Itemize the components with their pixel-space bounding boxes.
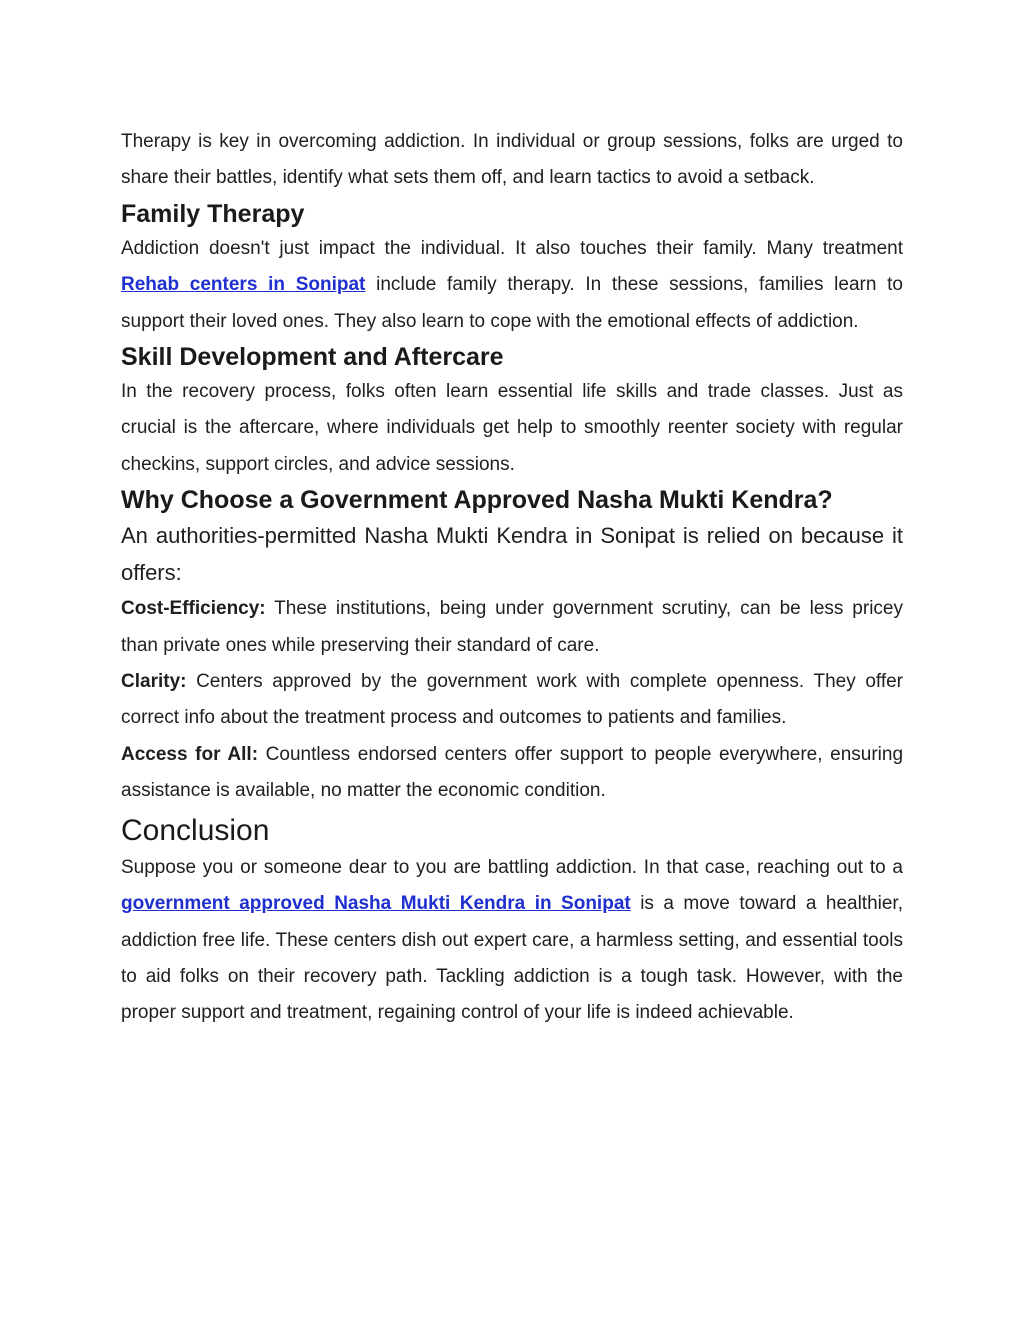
benefit-item bbox=[121, 591, 903, 664]
family-therapy-heading: Family Therapy bbox=[121, 199, 305, 228]
why-choose-heading: Why Choose a Government Approved Nasha Mukti Kendra? bbox=[121, 486, 833, 515]
benefit-text: These institutions, being under government scrutiny, can be less pricey than private ones while preserving their standard of care. bbox=[121, 598, 903, 656]
skill-development-paragraph: In the recovery process, folks often learn essential life skills and trade classes. Just as crucial is the aftercare, where individuals get help to smoothly reenter society with regular checkins, support circles, and advice sessions. bbox=[121, 381, 903, 475]
benefit-item bbox=[121, 664, 903, 737]
intro-paragraph: Therapy is key in overcoming addiction. In individual or group sessions, folks are urged to share their battles, identify what sets them off, and learn tactics to avoid a setback. bbox=[121, 131, 903, 189]
government-approved-kendra-link[interactable]: government approved Nasha Mukti Kendra in Sonipat bbox=[121, 893, 631, 915]
rehab-centers-link[interactable]: Rehab centers in Sonipat bbox=[121, 274, 366, 296]
benefit-text: Countless endorsed centers offer support to people everywhere, ensuring assistance is available, no matter the economic condition. bbox=[121, 743, 904, 802]
skill-development-heading: Skill Development and Aftercare bbox=[121, 343, 504, 372]
benefit-term: Access for All: bbox=[121, 743, 259, 765]
benefit-term: Clarity: bbox=[121, 671, 187, 693]
why-choose-lead: An authorities-permitted Nasha Mukti Kendra in Sonipat is relied on because it offers: bbox=[121, 523, 903, 586]
benefit-item bbox=[121, 737, 903, 810]
benefit-text: Centers approved by the government work with complete openness. They offer correct info about the treatment process and outcomes to patients and families. bbox=[121, 671, 903, 729]
family-text-after: include family therapy. In these sessions, families learn to support their loved ones. They also learn to cope with the emotional effects of addiction. bbox=[121, 274, 903, 332]
conclusion-text-before: Suppose you or someone dear to you are battling addiction. In that case, reaching out to a bbox=[121, 856, 903, 878]
family-therapy-paragraph bbox=[121, 231, 903, 340]
family-text-before: Addiction doesn't just impact the individual. It also touches their family. Many treatment bbox=[121, 237, 903, 259]
document-page bbox=[121, 124, 903, 1032]
conclusion-paragraph bbox=[121, 850, 903, 1032]
conclusion-heading: Conclusion bbox=[121, 813, 270, 847]
benefit-term: Cost-Efficiency: bbox=[121, 598, 266, 620]
conclusion-text-after: is a move toward a healthier, addiction free life. These centers dish out expert care, a harmless setting, and essential tools to aid folks on their recovery path. Tackling addiction is a tough task. However, with the proper support and treatment, regaining control of your life is indeed achievable. bbox=[121, 893, 903, 1024]
